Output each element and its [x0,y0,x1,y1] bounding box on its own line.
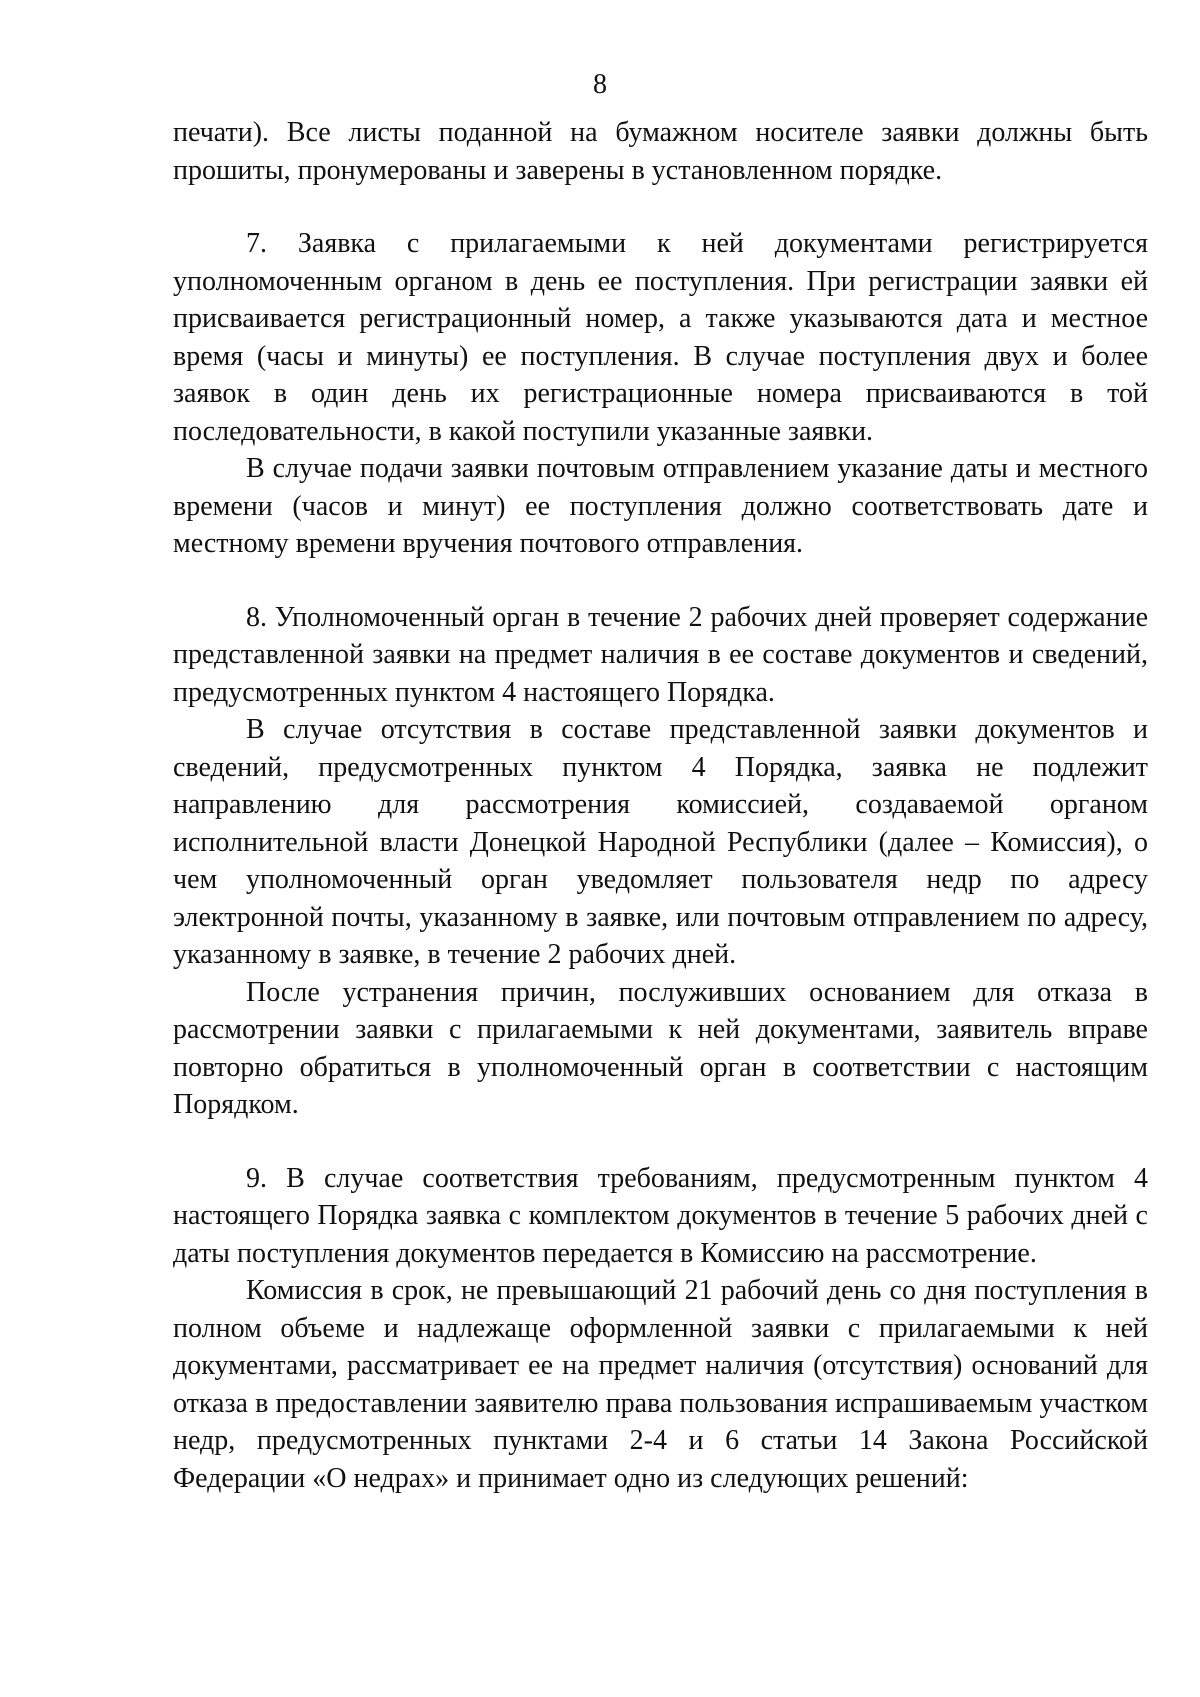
paragraph-continuation: печати). Все листы поданной на бумажном носителе заявки должны быть прошиты, пронумерованы и заверены в установленном порядке. [173,117,1148,186]
paragraph-item-7-postal: В случае подачи заявки почтовым отправлением указание даты и местного времени (часов и минут) ее поступления должно соответствовать дате и местному времени вручения почтового отправления. [173,453,1148,559]
page-number: 8 [593,69,607,100]
paragraph-item-8-resubmission: После устранения причин, послуживших основанием для отказа в рассмотрении заявки с прилагаемыми к ней документами, заявитель вправе повторно обратиться в уполномоченный орган в соответствии с настоящим Порядком. [173,976,1148,1120]
document-body [173,114,1148,1497]
paragraph-item-9: 9. В случае соответствия требованиям, предусмотренным пунктом 4 настоящего Порядка заявка с комплектом документов в течение 5 рабочих дней с даты поступления документов передается в Комиссию на рассмотрение. [173,1162,1148,1269]
paragraph-item-8: 8. Уполномоченный орган в течение 2 рабочих дней проверяет содержание представленной заявки на предмет наличия в ее составе документов и сведений, предусмотренных пунктом 4 настоящего Порядка. [173,601,1148,708]
paragraph-item-8-absence: В случае отсутствия в составе представленной заявки документов и сведений, предусмотренных пунктом 4 Порядка, заявка не подлежит направлению для рассмотрения комиссией, создаваемой органом исполнительной власти Донецкой Народной Республики (далее – Комиссия), о чем уполномоченный орган уведомляет пользователя недр по адресу электронной почты, указанному в заявке, или почтовым отправлением по адресу, указанному в заявке, в течение 2 рабочих дней. [173,714,1148,970]
paragraph-item-9-commission: Комиссия в срок, не превышающий 21 рабочий день со дня поступления в полном объеме и надлежаще оформленной заявки с прилагаемыми к ней документами, рассматривает ее на предмет наличия (отсутствия) оснований для отказа в предоставлении заявителю права пользования испрашиваемым участком недр, предусмотренных пунктами 2-4 и 6 статьи 14 Закона Российской Федерации «О недрах» и принимает одно из следующих решений: [173,1275,1148,1494]
paragraph-item-7: 7. Заявка с прилагаемыми к ней документами регистрируется уполномоченным органом в день ее поступления. При регистрации заявки ей присваивается регистрационный номер, а также указываются дата и местное время (часы и минуты) ее поступления. В случае поступления двух и более заявок в один день их регистрационные номера присваиваются в той последовательности, в какой поступили указанные заявки. [173,228,1148,447]
